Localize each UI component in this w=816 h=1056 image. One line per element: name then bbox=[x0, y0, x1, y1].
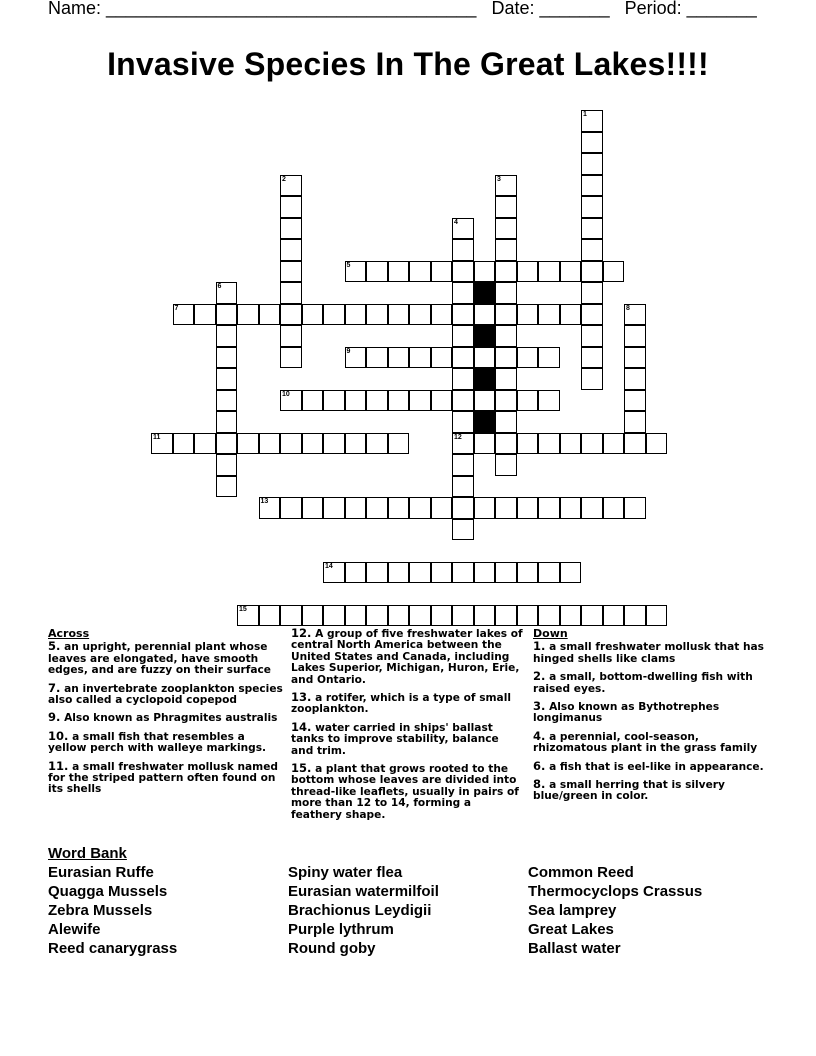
grid-cell[interactable] bbox=[345, 605, 367, 627]
grid-cell[interactable] bbox=[603, 433, 625, 455]
grid-cell[interactable] bbox=[237, 304, 259, 326]
grid-cell[interactable] bbox=[409, 562, 431, 584]
grid-cell[interactable] bbox=[388, 497, 410, 519]
grid-cell[interactable] bbox=[624, 411, 646, 433]
grid-cell[interactable] bbox=[345, 562, 367, 584]
word-bank-item: Round goby bbox=[288, 940, 376, 957]
clue-across-14: 14. water carried in ships' ballast tanks to improve stability, balance and trim. bbox=[291, 719, 499, 757]
grid-cell[interactable] bbox=[280, 390, 302, 412]
grid-cell[interactable] bbox=[581, 325, 603, 347]
grid-cell[interactable] bbox=[624, 304, 646, 326]
grid-cell[interactable] bbox=[581, 497, 603, 519]
grid-cell[interactable] bbox=[409, 304, 431, 326]
grid-cell[interactable] bbox=[560, 497, 582, 519]
grid-cell[interactable] bbox=[581, 196, 603, 218]
grid-cell[interactable] bbox=[495, 175, 517, 197]
grid-cell[interactable] bbox=[495, 196, 517, 218]
word-bank-item: Ballast water bbox=[528, 940, 621, 957]
grid-cell[interactable] bbox=[366, 562, 388, 584]
grid-cell[interactable] bbox=[495, 282, 517, 304]
clue-number: 12 bbox=[454, 433, 462, 441]
grid-cell[interactable] bbox=[495, 325, 517, 347]
grid-cell[interactable] bbox=[452, 325, 474, 347]
word-bank-item: Spiny water flea bbox=[288, 864, 403, 881]
grid-cell[interactable] bbox=[517, 562, 539, 584]
grid-cell[interactable] bbox=[603, 261, 625, 283]
grid-cell[interactable] bbox=[345, 304, 367, 326]
grid-cell[interactable] bbox=[581, 347, 603, 369]
grid-cell[interactable] bbox=[581, 304, 603, 326]
grid-cell[interactable] bbox=[495, 562, 517, 584]
grid-cell[interactable] bbox=[388, 261, 410, 283]
clue-across-9: 9. Also known as Phragmites australis bbox=[48, 710, 278, 725]
clue-down-4: 4. a perennial, cool-season, rhizomatous plant in the grass family bbox=[533, 728, 758, 755]
clue-number: 7 bbox=[174, 304, 179, 312]
clue-down-1: 1. a small freshwater mollusk that has hinged shells like clams bbox=[533, 639, 764, 665]
grid-cell[interactable] bbox=[237, 605, 259, 627]
grid-cell[interactable] bbox=[624, 605, 646, 627]
grid-cell[interactable] bbox=[581, 368, 603, 390]
clue-down-8: 8. a small herring that is silvery blue/green in color. bbox=[533, 777, 725, 803]
word-bank-item: Alewife bbox=[48, 921, 101, 938]
grid-cell[interactable] bbox=[560, 304, 582, 326]
grid-cell[interactable] bbox=[173, 433, 195, 455]
grid-cell[interactable] bbox=[581, 239, 603, 261]
grid-cell[interactable] bbox=[280, 282, 302, 304]
grid-cell[interactable] bbox=[603, 605, 625, 627]
grid-cell[interactable] bbox=[409, 390, 431, 412]
grid-cell[interactable] bbox=[345, 347, 367, 369]
clue-down-2: 2. a small, bottom-dwelling fish with raised eyes. bbox=[533, 669, 753, 695]
grid-cell[interactable] bbox=[474, 497, 496, 519]
grid-cell[interactable] bbox=[345, 390, 367, 412]
down-clues bbox=[533, 628, 773, 809]
grid-cell[interactable] bbox=[194, 304, 216, 326]
clue-across-5: 5. an upright, perennial plant whose leaves are elongated, have smooth edges, and are fuzzy on their surface bbox=[48, 639, 271, 677]
grid-cell[interactable] bbox=[259, 497, 281, 519]
grid-cell[interactable] bbox=[323, 390, 345, 412]
grid-cell[interactable] bbox=[624, 325, 646, 347]
grid-cell[interactable] bbox=[646, 433, 668, 455]
grid-cell[interactable] bbox=[173, 304, 195, 326]
grid-cell[interactable] bbox=[495, 390, 517, 412]
grid-cell[interactable] bbox=[452, 218, 474, 240]
grid-cell[interactable] bbox=[538, 497, 560, 519]
word-bank-item: Quagga Mussels bbox=[48, 883, 168, 900]
grid-cell[interactable] bbox=[560, 562, 582, 584]
across-heading: Across bbox=[48, 627, 90, 640]
grid-cell[interactable] bbox=[237, 433, 259, 455]
grid-cell[interactable] bbox=[474, 390, 496, 412]
grid-cell[interactable] bbox=[280, 325, 302, 347]
grid-cell[interactable] bbox=[581, 282, 603, 304]
grid-cell[interactable] bbox=[560, 261, 582, 283]
grid-cell[interactable] bbox=[517, 304, 539, 326]
clue-number: 11 bbox=[153, 433, 161, 441]
grid-cell[interactable] bbox=[366, 433, 388, 455]
clue-number: 10 bbox=[282, 390, 290, 398]
black-cell bbox=[474, 325, 496, 347]
grid-cell[interactable] bbox=[366, 347, 388, 369]
word-bank-item: Great Lakes bbox=[528, 921, 614, 938]
grid-cell[interactable] bbox=[216, 454, 238, 476]
clue-number: 13 bbox=[260, 498, 269, 505]
grid-cell[interactable] bbox=[452, 605, 474, 627]
grid-cell[interactable] bbox=[388, 562, 410, 584]
grid-cell[interactable] bbox=[581, 153, 603, 175]
grid-cell[interactable] bbox=[495, 605, 517, 627]
grid-cell[interactable] bbox=[345, 497, 367, 519]
clue-number: 4 bbox=[454, 218, 458, 226]
grid-cell[interactable] bbox=[452, 304, 474, 326]
word-bank-item: Eurasian watermilfoil bbox=[288, 883, 439, 900]
grid-cell[interactable] bbox=[581, 132, 603, 154]
grid-cell[interactable] bbox=[302, 605, 324, 627]
grid-cell[interactable] bbox=[280, 433, 302, 455]
grid-cell[interactable] bbox=[302, 304, 324, 326]
grid-cell[interactable] bbox=[216, 282, 238, 304]
grid-cell[interactable] bbox=[452, 368, 474, 390]
grid-cell[interactable] bbox=[452, 347, 474, 369]
grid-cell[interactable] bbox=[366, 390, 388, 412]
grid-cell[interactable] bbox=[388, 304, 410, 326]
grid-cell[interactable] bbox=[624, 368, 646, 390]
grid-cell[interactable] bbox=[323, 304, 345, 326]
grid-cell[interactable] bbox=[495, 497, 517, 519]
name-label: Name: bbox=[48, 0, 102, 18]
clue-number: 2 bbox=[282, 175, 286, 183]
grid-cell[interactable] bbox=[452, 390, 474, 412]
word-bank-item: Thermocyclops Crassus bbox=[528, 883, 703, 900]
grid-cell[interactable] bbox=[452, 562, 474, 584]
grid-cell[interactable] bbox=[280, 497, 302, 519]
word-bank-column-1 bbox=[48, 863, 288, 958]
clue-across-7: 7. an invertebrate zooplankton species also called a cyclopoid copepod bbox=[48, 680, 283, 707]
grid-cell[interactable] bbox=[280, 304, 302, 326]
period-label: Period: bbox=[624, 0, 682, 18]
grid-cell[interactable] bbox=[538, 433, 560, 455]
grid-cell[interactable] bbox=[216, 368, 238, 390]
grid-cell[interactable] bbox=[474, 304, 496, 326]
grid-cell[interactable] bbox=[194, 433, 216, 455]
clue-number: 1 bbox=[583, 111, 587, 118]
grid-cell[interactable] bbox=[323, 497, 345, 519]
grid-cell[interactable] bbox=[323, 433, 345, 455]
grid-cell[interactable] bbox=[366, 497, 388, 519]
grid-cell[interactable] bbox=[452, 476, 474, 498]
grid-cell[interactable] bbox=[366, 261, 388, 283]
grid-cell[interactable] bbox=[646, 605, 668, 627]
grid-cell[interactable] bbox=[388, 390, 410, 412]
grid-cell[interactable] bbox=[409, 347, 431, 369]
grid-cell[interactable] bbox=[495, 261, 517, 283]
grid-cell[interactable] bbox=[431, 390, 453, 412]
grid-cell[interactable] bbox=[409, 605, 431, 627]
date-field[interactable]: _______ bbox=[539, 0, 610, 18]
grid-cell[interactable] bbox=[366, 605, 388, 627]
grid-cell[interactable] bbox=[216, 433, 238, 455]
black-cell bbox=[474, 368, 496, 390]
grid-cell[interactable] bbox=[603, 497, 625, 519]
grid-cell[interactable] bbox=[581, 218, 603, 240]
grid-cell[interactable] bbox=[431, 347, 453, 369]
grid-cell[interactable] bbox=[216, 390, 238, 412]
grid-cell[interactable] bbox=[538, 562, 560, 584]
grid-cell[interactable] bbox=[431, 562, 453, 584]
grid-cell[interactable] bbox=[280, 218, 302, 240]
clue-number: 6 bbox=[217, 283, 222, 290]
grid-cell[interactable] bbox=[474, 261, 496, 283]
grid-cell[interactable] bbox=[517, 497, 539, 519]
grid-cell[interactable] bbox=[280, 239, 302, 261]
name-field[interactable]: _____________________________________ bbox=[106, 0, 477, 18]
word-bank-item: Purple lythrum bbox=[288, 921, 394, 938]
clue-across-15: 15. a plant that grows rooted to the bottom whose leaves are divided into thread-like leaflets, usually in pairs of more than 12 to 14, forming a feathery shape. bbox=[291, 761, 519, 821]
grid-cell[interactable] bbox=[409, 261, 431, 283]
grid-cell[interactable] bbox=[495, 368, 517, 390]
grid-cell[interactable] bbox=[474, 562, 496, 584]
word-bank-item: Brachionus Leydigii bbox=[288, 902, 432, 919]
grid-cell[interactable] bbox=[431, 605, 453, 627]
grid-cell[interactable] bbox=[474, 433, 496, 455]
word-bank-item: Sea lamprey bbox=[528, 902, 617, 919]
word-bank-item: Common Reed bbox=[528, 864, 634, 881]
grid-cell[interactable] bbox=[452, 411, 474, 433]
across-clues-col1 bbox=[48, 628, 284, 802]
grid-cell[interactable] bbox=[388, 605, 410, 627]
grid-cell[interactable] bbox=[280, 347, 302, 369]
word-bank-heading: Word Bank bbox=[48, 845, 127, 862]
grid-cell[interactable] bbox=[495, 411, 517, 433]
grid-cell[interactable] bbox=[388, 433, 410, 455]
clue-across-13: 13. a rotifer, which is a type of small zooplankton. bbox=[291, 690, 511, 716]
grid-cell[interactable] bbox=[151, 433, 173, 455]
grid-cell[interactable] bbox=[495, 433, 517, 455]
grid-cell[interactable] bbox=[581, 433, 603, 455]
clue-number: 5 bbox=[346, 261, 351, 269]
word-bank-item: Reed canarygrass bbox=[48, 940, 178, 957]
word-bank-column-2 bbox=[288, 863, 528, 958]
clue-across-11: 11. a small freshwater mollusk named for the striped pattern often found on its shells bbox=[48, 758, 278, 796]
grid-cell[interactable] bbox=[624, 347, 646, 369]
grid-cell[interactable] bbox=[581, 261, 603, 283]
black-cell bbox=[474, 282, 496, 304]
grid-cell[interactable] bbox=[474, 347, 496, 369]
grid-cell[interactable] bbox=[495, 218, 517, 240]
grid-cell[interactable] bbox=[495, 239, 517, 261]
grid-cell[interactable] bbox=[452, 261, 474, 283]
grid-cell[interactable] bbox=[280, 175, 302, 197]
clue-across-12: 12. A group of five freshwater lakes of central North America between the United States and Canada, including Lakes Superior, Michigan, Huron, Erie, and Ontario. bbox=[291, 626, 523, 686]
grid-cell[interactable] bbox=[216, 411, 238, 433]
date-label: Date: bbox=[491, 0, 535, 18]
grid-cell[interactable] bbox=[216, 347, 238, 369]
grid-cell[interactable] bbox=[366, 304, 388, 326]
clue-down-6: 6. a fish that is eel-like in appearance. bbox=[533, 758, 764, 773]
clue-number: 8 bbox=[626, 304, 630, 312]
word-bank-item: Zebra Mussels bbox=[48, 902, 153, 919]
grid-cell[interactable] bbox=[216, 325, 238, 347]
grid-cell[interactable] bbox=[452, 282, 474, 304]
across-clues-col2 bbox=[291, 628, 523, 827]
grid-cell[interactable] bbox=[216, 304, 238, 326]
grid-cell[interactable] bbox=[517, 605, 539, 627]
grid-cell[interactable] bbox=[495, 454, 517, 476]
grid-cell[interactable] bbox=[495, 304, 517, 326]
grid-cell[interactable] bbox=[452, 519, 474, 541]
grid-cell[interactable] bbox=[538, 605, 560, 627]
grid-cell[interactable] bbox=[323, 562, 345, 584]
grid-cell[interactable] bbox=[345, 433, 367, 455]
clue-number: 3 bbox=[497, 175, 501, 183]
word-bank-item: Eurasian Ruffe bbox=[48, 864, 154, 881]
grid-cell[interactable] bbox=[474, 605, 496, 627]
grid-cell[interactable] bbox=[216, 476, 238, 498]
grid-cell[interactable] bbox=[538, 347, 560, 369]
grid-cell[interactable] bbox=[452, 239, 474, 261]
word-bank-column-3 bbox=[528, 863, 768, 958]
grid-cell[interactable] bbox=[538, 390, 560, 412]
grid-cell[interactable] bbox=[581, 110, 603, 132]
grid-cell[interactable] bbox=[517, 433, 539, 455]
grid-cell[interactable] bbox=[302, 390, 324, 412]
grid-cell[interactable] bbox=[624, 433, 646, 455]
clue-number: 14 bbox=[325, 562, 333, 570]
grid-cell[interactable] bbox=[581, 605, 603, 627]
grid-cell[interactable] bbox=[280, 261, 302, 283]
clue-number: 9 bbox=[346, 347, 351, 355]
grid-cell[interactable] bbox=[495, 347, 517, 369]
grid-cell[interactable] bbox=[517, 347, 539, 369]
black-cell bbox=[474, 411, 496, 433]
grid-cell[interactable] bbox=[302, 433, 324, 455]
grid-cell[interactable] bbox=[409, 497, 431, 519]
grid-cell[interactable] bbox=[452, 433, 474, 455]
grid-cell[interactable] bbox=[431, 261, 453, 283]
grid-cell[interactable] bbox=[345, 261, 367, 283]
period-field[interactable]: _______ bbox=[686, 0, 757, 18]
clue-number: 15 bbox=[239, 605, 247, 613]
down-heading: Down bbox=[533, 627, 568, 640]
grid-cell[interactable] bbox=[259, 304, 281, 326]
grid-cell[interactable] bbox=[538, 261, 560, 283]
grid-cell[interactable] bbox=[280, 196, 302, 218]
grid-cell[interactable] bbox=[431, 497, 453, 519]
grid-cell[interactable] bbox=[517, 390, 539, 412]
page-title: Invasive Species In The Great Lakes!!!! bbox=[107, 46, 709, 82]
grid-cell[interactable] bbox=[259, 605, 281, 627]
grid-cell[interactable] bbox=[538, 304, 560, 326]
grid-cell[interactable] bbox=[560, 433, 582, 455]
grid-cell[interactable] bbox=[560, 605, 582, 627]
grid-cell[interactable] bbox=[280, 605, 302, 627]
grid-cell[interactable] bbox=[302, 497, 324, 519]
grid-cell[interactable] bbox=[388, 347, 410, 369]
grid-cell[interactable] bbox=[452, 497, 474, 519]
grid-cell[interactable] bbox=[323, 605, 345, 627]
grid-cell[interactable] bbox=[624, 390, 646, 412]
grid-cell[interactable] bbox=[624, 497, 646, 519]
grid-cell[interactable] bbox=[581, 175, 603, 197]
grid-cell[interactable] bbox=[452, 454, 474, 476]
grid-cell[interactable] bbox=[517, 261, 539, 283]
student-info-line bbox=[48, 0, 757, 19]
grid-cell[interactable] bbox=[259, 433, 281, 455]
word-bank bbox=[48, 845, 768, 958]
clue-down-3: 3. Also known as Bythotrephes longimanus bbox=[533, 699, 720, 725]
grid-cell[interactable] bbox=[431, 304, 453, 326]
clue-across-10: 10. a small fish that resembles a yellow perch with walleye markings. bbox=[48, 728, 267, 755]
